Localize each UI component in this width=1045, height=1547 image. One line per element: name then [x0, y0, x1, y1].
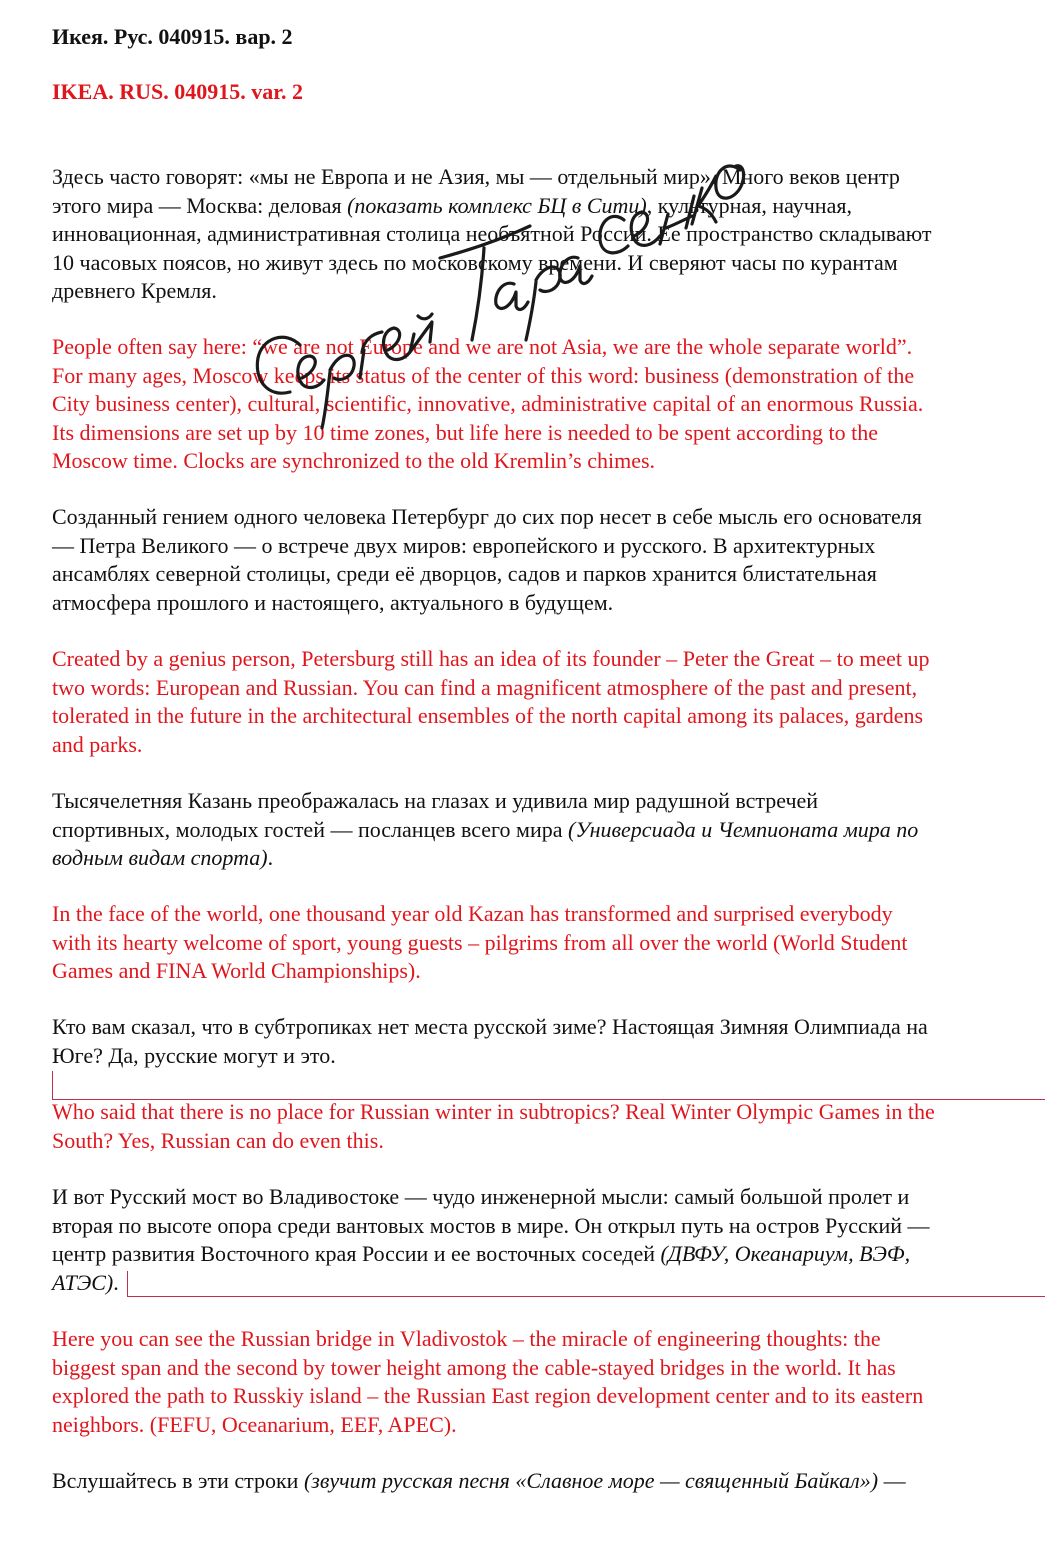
paragraph-vladivostok-ru [52, 1183, 1042, 1297]
text-span: центр развития Восточного края России и ее восточных соседей [52, 1241, 661, 1266]
text-line: древнего Кремля. [52, 278, 217, 303]
text-line: вторая по высоте опора среди вантовых мостов в мире. Он открыл путь на остров Русский — [52, 1212, 930, 1238]
text-line: People often say here: “we are not Europe and we are not Asia, we are the whole separate world”. [52, 334, 913, 359]
paragraph-baikal-ru [52, 1467, 1042, 1496]
text-span: Вслушайтесь в эти строки [52, 1468, 304, 1493]
text-line: tolerated in the future in the architectural ensembles of the north capital among its palaces, gardens [52, 703, 924, 728]
paragraph-moscow-en [52, 333, 1042, 476]
text-span: . [267, 845, 274, 870]
text-line: South? Yes, Russian can do even this. [52, 1127, 384, 1153]
text-line: Созданный гением одного человека Петербург до сих пор несет в себе мысль его основателя [52, 504, 922, 529]
text-line: In the face of the world, one thousand year old Kazan has transformed and surprised everybody [52, 901, 893, 926]
document-title-en: IKEA. RUS. 040915. var. 2 [52, 79, 303, 104]
text-span: — [878, 1468, 906, 1493]
text-line: Who said that there is no place for Russian winter in subtropics? Real Winter Olympic Games in the [52, 1099, 935, 1124]
paragraph-vladivostok-en [52, 1325, 1042, 1439]
text-line: For many ages, Moscow keeps its status of the center of this word: business (demonstration of the [52, 362, 915, 388]
text-line: Games and FINA World Championships). [52, 958, 421, 983]
text-line: Кто вам сказал, что в субтропиках нет места русской зиме? Настоящая Зимняя Олимпиада на [52, 1014, 928, 1039]
stage-direction: АТЭС) [52, 1269, 114, 1295]
stage-direction: (звучит русская песня «Славное море — священный Байкал») [303, 1468, 879, 1493]
text-line: инновационная, административная столица необъятной России. Ее пространство складывают [52, 221, 932, 246]
text-line: neighbors. (FEFU, Oceanarium, EEF, APEC). [52, 1411, 457, 1437]
document-title-ru: Икея. Рус. 040915. вар. 2 [52, 24, 293, 49]
text-line: Created by a genius person, Petersburg still has an idea of its founder – Peter the Great – to meet up [52, 646, 930, 671]
text-line: Тысячелетняя Казань преображалась на глазах и удивила мир радушной встречей [52, 788, 819, 813]
text-line: — Петра Великого — о встрече двух миров: европейского и русского. В архитектурных [52, 532, 876, 558]
stage-direction: водным видам спорта) [52, 845, 268, 870]
paragraph-sochi-ru [52, 1013, 1042, 1070]
text-line: атмосфера прошлого и настоящего, актуального в будущем. [52, 589, 614, 615]
text-line: and parks. [52, 731, 143, 757]
stage-direction: (ДВФУ, Океанариум, ВЭФ, [660, 1241, 911, 1266]
paragraph-moscow-ru [52, 163, 1042, 306]
text-line: with its hearty welcome of sport, young guests – pilgrims from all over the world (World Student [52, 929, 908, 955]
text-line: City business center), cultural, scientific, innovative, administrative capital of an enormous Russia. [52, 391, 924, 416]
text-span: спортивных, молодых гостей — посланцев всего мира [52, 816, 568, 842]
revision-mark [127, 1296, 1045, 1297]
paragraph-kazan-ru [52, 787, 1042, 873]
revision-mark [127, 1271, 128, 1297]
text-line: 10 часовых поясов, но живут здесь по московскому времени. И сверяют часы по курантам [52, 249, 898, 275]
text-line [52, 844, 1042, 873]
revision-mark [52, 1071, 53, 1099]
text-line [52, 1269, 1042, 1298]
text-line: Its dimensions are set up by 10 time zones, but life here is needed to be spent according to the [52, 419, 878, 445]
text-line [52, 1467, 1042, 1496]
text-line [52, 1240, 1042, 1269]
text-line: ансамблях северной столицы, среди её дворцов, садов и парков хранится блистательная [52, 561, 877, 586]
text-span: этого мира — Москва: деловая [52, 192, 348, 218]
text-line [52, 816, 1042, 845]
paragraph-sochi-en [52, 1098, 1042, 1155]
text-line: Moscow time. Clocks are synchronized to the old Kremlin’s chimes. [52, 448, 656, 473]
text-line: two words: European and Russian. You can find a magnificent atmosphere of the past and present, [52, 674, 918, 700]
text-line: biggest span and the second by tower height among the cable-stayed bridges in the world. It has [52, 1354, 896, 1380]
paragraph-petersburg-ru [52, 503, 1042, 617]
paragraph-kazan-en [52, 900, 1042, 986]
text-line: explored the path to Russkiy island – the Russian East region development center and to its eastern [52, 1383, 924, 1408]
text-line [52, 192, 1042, 221]
paragraph-petersburg-en [52, 645, 1042, 759]
text-line: Здесь часто говорят: «мы не Европа и не Азия, мы — отдельный мир». Много веков центр [52, 164, 900, 189]
text-span: . [113, 1269, 119, 1295]
text-line: И вот Русский мост во Владивостоке — чудо инженерной мысли: самый большой пролет и [52, 1184, 910, 1209]
stage-direction: (Универсиада и Чемпионата мира по [568, 816, 919, 842]
text-line: Юге? Да, русские могут и это. [52, 1042, 336, 1068]
text-line: Here you can see the Russian bridge in Vladivostok – the miracle of engineering thoughts: the [52, 1326, 881, 1351]
text-span: , культурная, научная, [646, 192, 852, 218]
stage-direction: (показать комплекс БЦ в Сити) [347, 192, 647, 218]
